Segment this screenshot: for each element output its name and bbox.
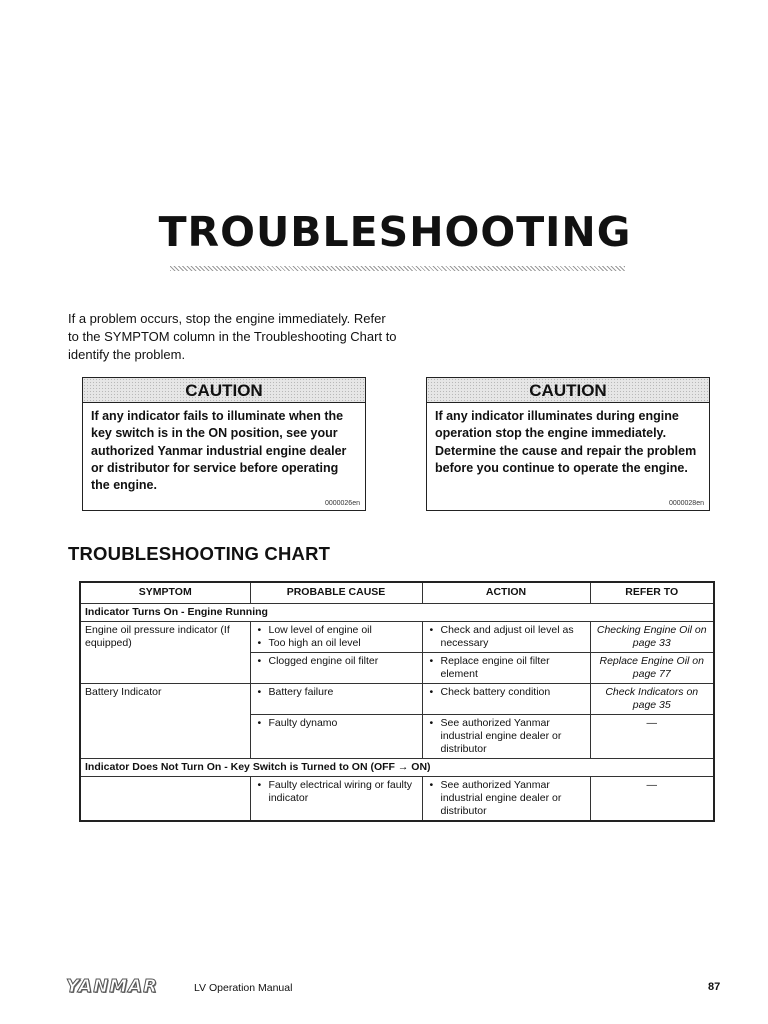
header-probable-cause: PROBABLE CAUSE	[250, 582, 422, 604]
refer-cell: —	[590, 715, 714, 759]
refer-cell: Check Indicators on page 35	[590, 684, 714, 715]
refer-cell: —	[590, 777, 714, 822]
caution-box-indicator-fails	[82, 377, 366, 511]
caution-box-indicator-illuminates	[426, 377, 710, 511]
footer-manual-title: LV Operation Manual	[194, 982, 293, 994]
action-item: • Replace engine oil filter element	[427, 655, 586, 681]
yanmar-logo: YANMAR	[66, 976, 159, 997]
caution-text: If any indicator illuminates during engine operation stop the engine immediately. Determine the cause and repair the problem before you continue to operate the engine.	[435, 409, 697, 475]
troubleshooting-table	[79, 581, 715, 822]
cause-item: • Too high an oil level	[255, 637, 418, 650]
action-item: • Check and adjust oil level as necessary	[427, 624, 586, 650]
cause-cell	[250, 715, 422, 759]
cause-item: • Low level of engine oil	[255, 624, 418, 637]
page-number: 87	[708, 981, 721, 993]
header-refer-to: REFER TO	[590, 582, 714, 604]
section-label: Indicator Does Not Turn On - Key Switch is Turned to ON (OFF → ON)	[80, 759, 714, 777]
cause-cell	[250, 777, 422, 822]
symptom-cell	[80, 777, 250, 822]
action-cell	[422, 653, 590, 684]
section-label: Indicator Turns On - Engine Running	[80, 604, 714, 622]
title-underline	[170, 266, 625, 271]
table-row	[80, 777, 714, 822]
action-cell	[422, 684, 590, 715]
chart-title: TROUBLESHOOTING CHART	[68, 543, 331, 564]
action-item: • See authorized Yanmar industrial engine dealer or distributor	[427, 717, 586, 756]
action-cell	[422, 715, 590, 759]
refer-cell: Checking Engine Oil on page 33	[590, 622, 714, 653]
cause-item: • Clogged engine oil filter	[255, 655, 418, 668]
header-action: ACTION	[422, 582, 590, 604]
page-title: TROUBLESHOOTING	[158, 208, 632, 256]
caution-text: If any indicator fails to illuminate when the key switch is in the ON position, see your authorized Yanmar industrial engine dealer or distributor for service before operating the engine.	[91, 409, 347, 493]
action-cell	[422, 622, 590, 653]
caution-heading: CAUTION	[83, 378, 365, 403]
caution-code: 0000026en	[324, 500, 360, 507]
action-item: • Check battery condition	[427, 686, 586, 699]
cause-item: • Faulty electrical wiring or faulty indicator	[255, 779, 418, 805]
cause-cell	[250, 653, 422, 684]
section-row	[80, 604, 714, 622]
header-symptom: SYMPTOM	[80, 582, 250, 604]
cause-item: • Battery failure	[255, 686, 418, 699]
intro-paragraph: If a problem occurs, stop the engine immediately. Refer to the SYMPTOM column in the Troubleshooting Chart to identify the problem.	[68, 311, 397, 362]
cause-cell	[250, 622, 422, 653]
cause-cell	[250, 684, 422, 715]
refer-cell: Replace Engine Oil on page 77	[590, 653, 714, 684]
table-header-row	[80, 582, 714, 604]
action-item: • See authorized Yanmar industrial engine dealer or distributor	[427, 779, 586, 818]
symptom-cell: Battery Indicator	[80, 684, 250, 759]
table-row	[80, 622, 714, 653]
caution-heading: CAUTION	[427, 378, 709, 403]
table-row	[80, 684, 714, 715]
action-cell	[422, 777, 590, 822]
caution-code: 0000028en	[668, 500, 704, 507]
section-row	[80, 759, 714, 777]
symptom-cell: Engine oil pressure indicator (If equipped)	[80, 622, 250, 684]
cause-item: • Faulty dynamo	[255, 717, 418, 730]
